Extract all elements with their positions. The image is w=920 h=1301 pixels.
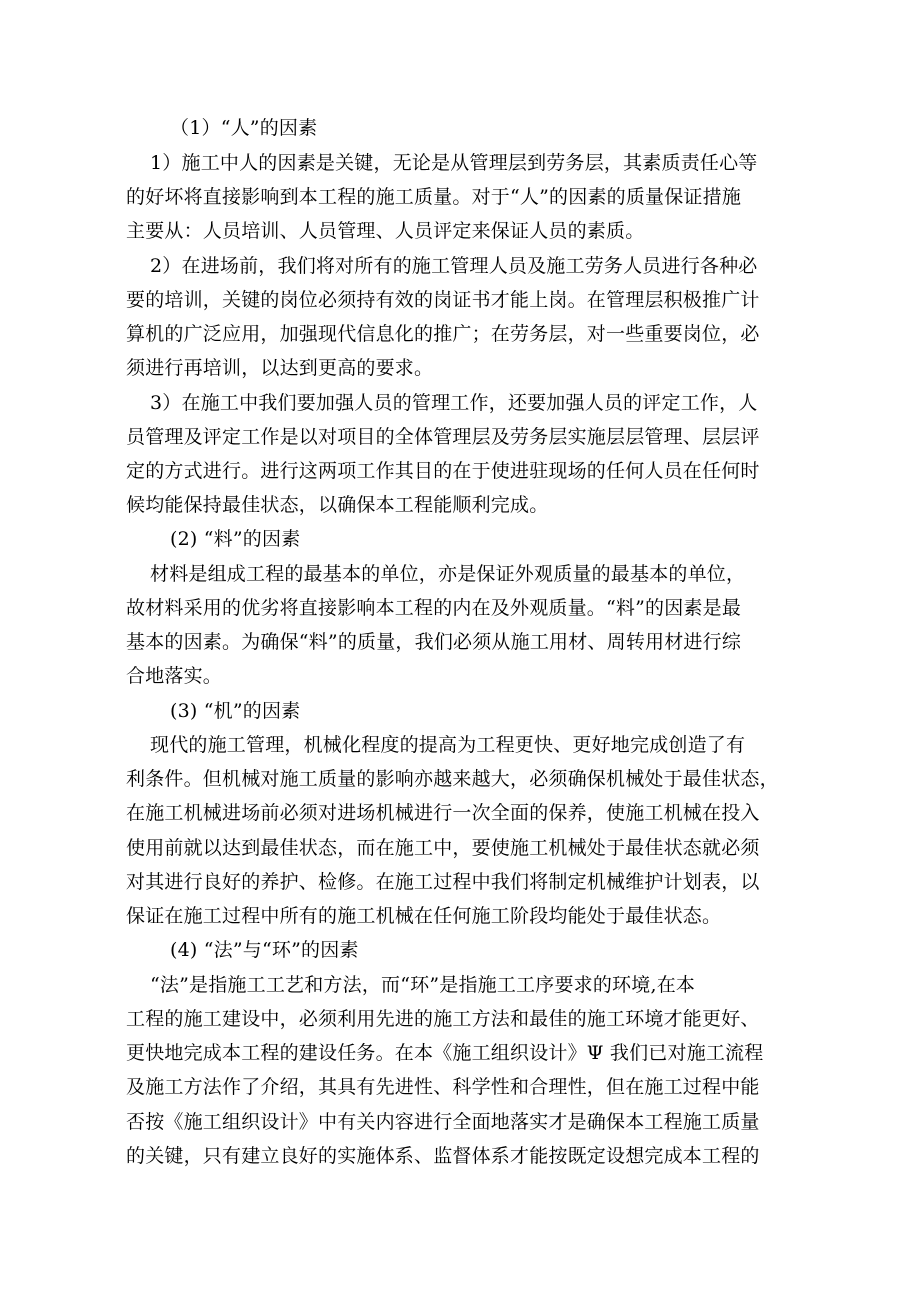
paragraph-line: 更快地完成本工程的建设任务。在本《施工组织设计》Ψ 我们已对施工流程 [126,1042,764,1064]
heading-material-factor: (2) “料”的因素 [170,528,301,550]
paragraph-line: 现代的施工管理，机械化程度的提高为工程更快、更好地完成创造了有 [150,734,746,756]
paragraph-line: 工程的施工建设中，必须利用先进的施工方法和最佳的施工环境才能更好、 [126,1008,760,1030]
paragraph-line: 的关键，只有建立良好的实施体系、监督体系才能按既定设想完成本工程的 [126,1145,760,1167]
paragraph-line: 3）在施工中我们要加强人员的管理工作，还要加强人员的评定工作，人 [150,392,758,414]
paragraph-line: 对其进行良好的养护、检修。在施工过程中我们将制定机械维护计划表，以 [126,871,760,893]
paragraph-line: 保证在施工过程中所有的施工机械在任何施工阶段均能处于最佳状态。 [126,905,722,927]
paragraph-line: 故材料采用的优劣将直接影响本工程的内在及外观质量。“料”的因素是最 [126,597,742,619]
paragraph-line: 要的培训，关键的岗位必须持有效的岗证书才能上岗。在管理层积极推广计 [126,289,760,311]
paragraph-line: “法”是指施工工艺和方法，而“环”是指施工工序要求的环境,在本 [150,974,696,996]
paragraph-line: 须进行再培训，以达到更高的要求。 [126,357,434,379]
paragraph-line: 材料是组成工程的最基本的单位，亦是保证外观质量的最基本的单位， [150,563,746,585]
paragraph-line: 及施工方法作了介绍，其具有先进性、科学性和合理性，但在施工过程中能 [126,1076,760,1098]
paragraph-line: 2）在进场前，我们将对所有的施工管理人员及施工劳务人员进行各种必 [150,255,758,277]
paragraph-line: 合地落实。 [126,665,223,687]
paragraph-line: 主要从：人员培训、人员管理、人员评定来保证人员的素质。 [126,220,645,242]
paragraph-line: 候均能保持最佳状态，以确保本工程能顺利完成。 [126,494,549,516]
paragraph-line: 在施工机械进场前必须对进场机械进行一次全面的保养，使施工机械在投入 [126,802,760,824]
paragraph-line: 员管理及评定工作是以对项目的全体管理层及劳务层实施层层管理、层层评 [126,426,760,448]
paragraph-line: 否按《施工组织设计》中有关内容进行全面地落实才是确保本工程施工质量 [126,1111,760,1133]
heading-method-environment-factor: (4) “法”与“环”的因素 [170,939,359,961]
paragraph-line: 利条件。但机械对施工质量的影响亦越来越大，必须确保机械处于最佳状态， [126,768,779,790]
paragraph-line: 1）施工中人的因素是关键，无论是从管理层到劳务层，其素质责任心等 [150,152,758,174]
heading-people-factor: （1）“人”的因素 [170,117,318,139]
paragraph-line: 基本的因素。为确保“料”的质量，我们必须从施工用材、周转用材进行综 [126,631,742,653]
paragraph-line: 算机的广泛应用，加强现代信息化的推广；在劳务层，对一些重要岗位，必 [126,323,760,345]
heading-machine-factor: (3) “机”的因素 [170,700,301,722]
paragraph-line: 使用前就以达到最佳状态，而在施工中，要使施工机械处于最佳状态就必须 [126,837,760,859]
paragraph-line: 定的方式进行。进行这两项工作其目的在于使进驻现场的任何人员在任何时 [126,460,760,482]
paragraph-line: 的好坏将直接影响到本工程的施工质量。对于“人”的因素的质量保证措施 [126,186,742,208]
